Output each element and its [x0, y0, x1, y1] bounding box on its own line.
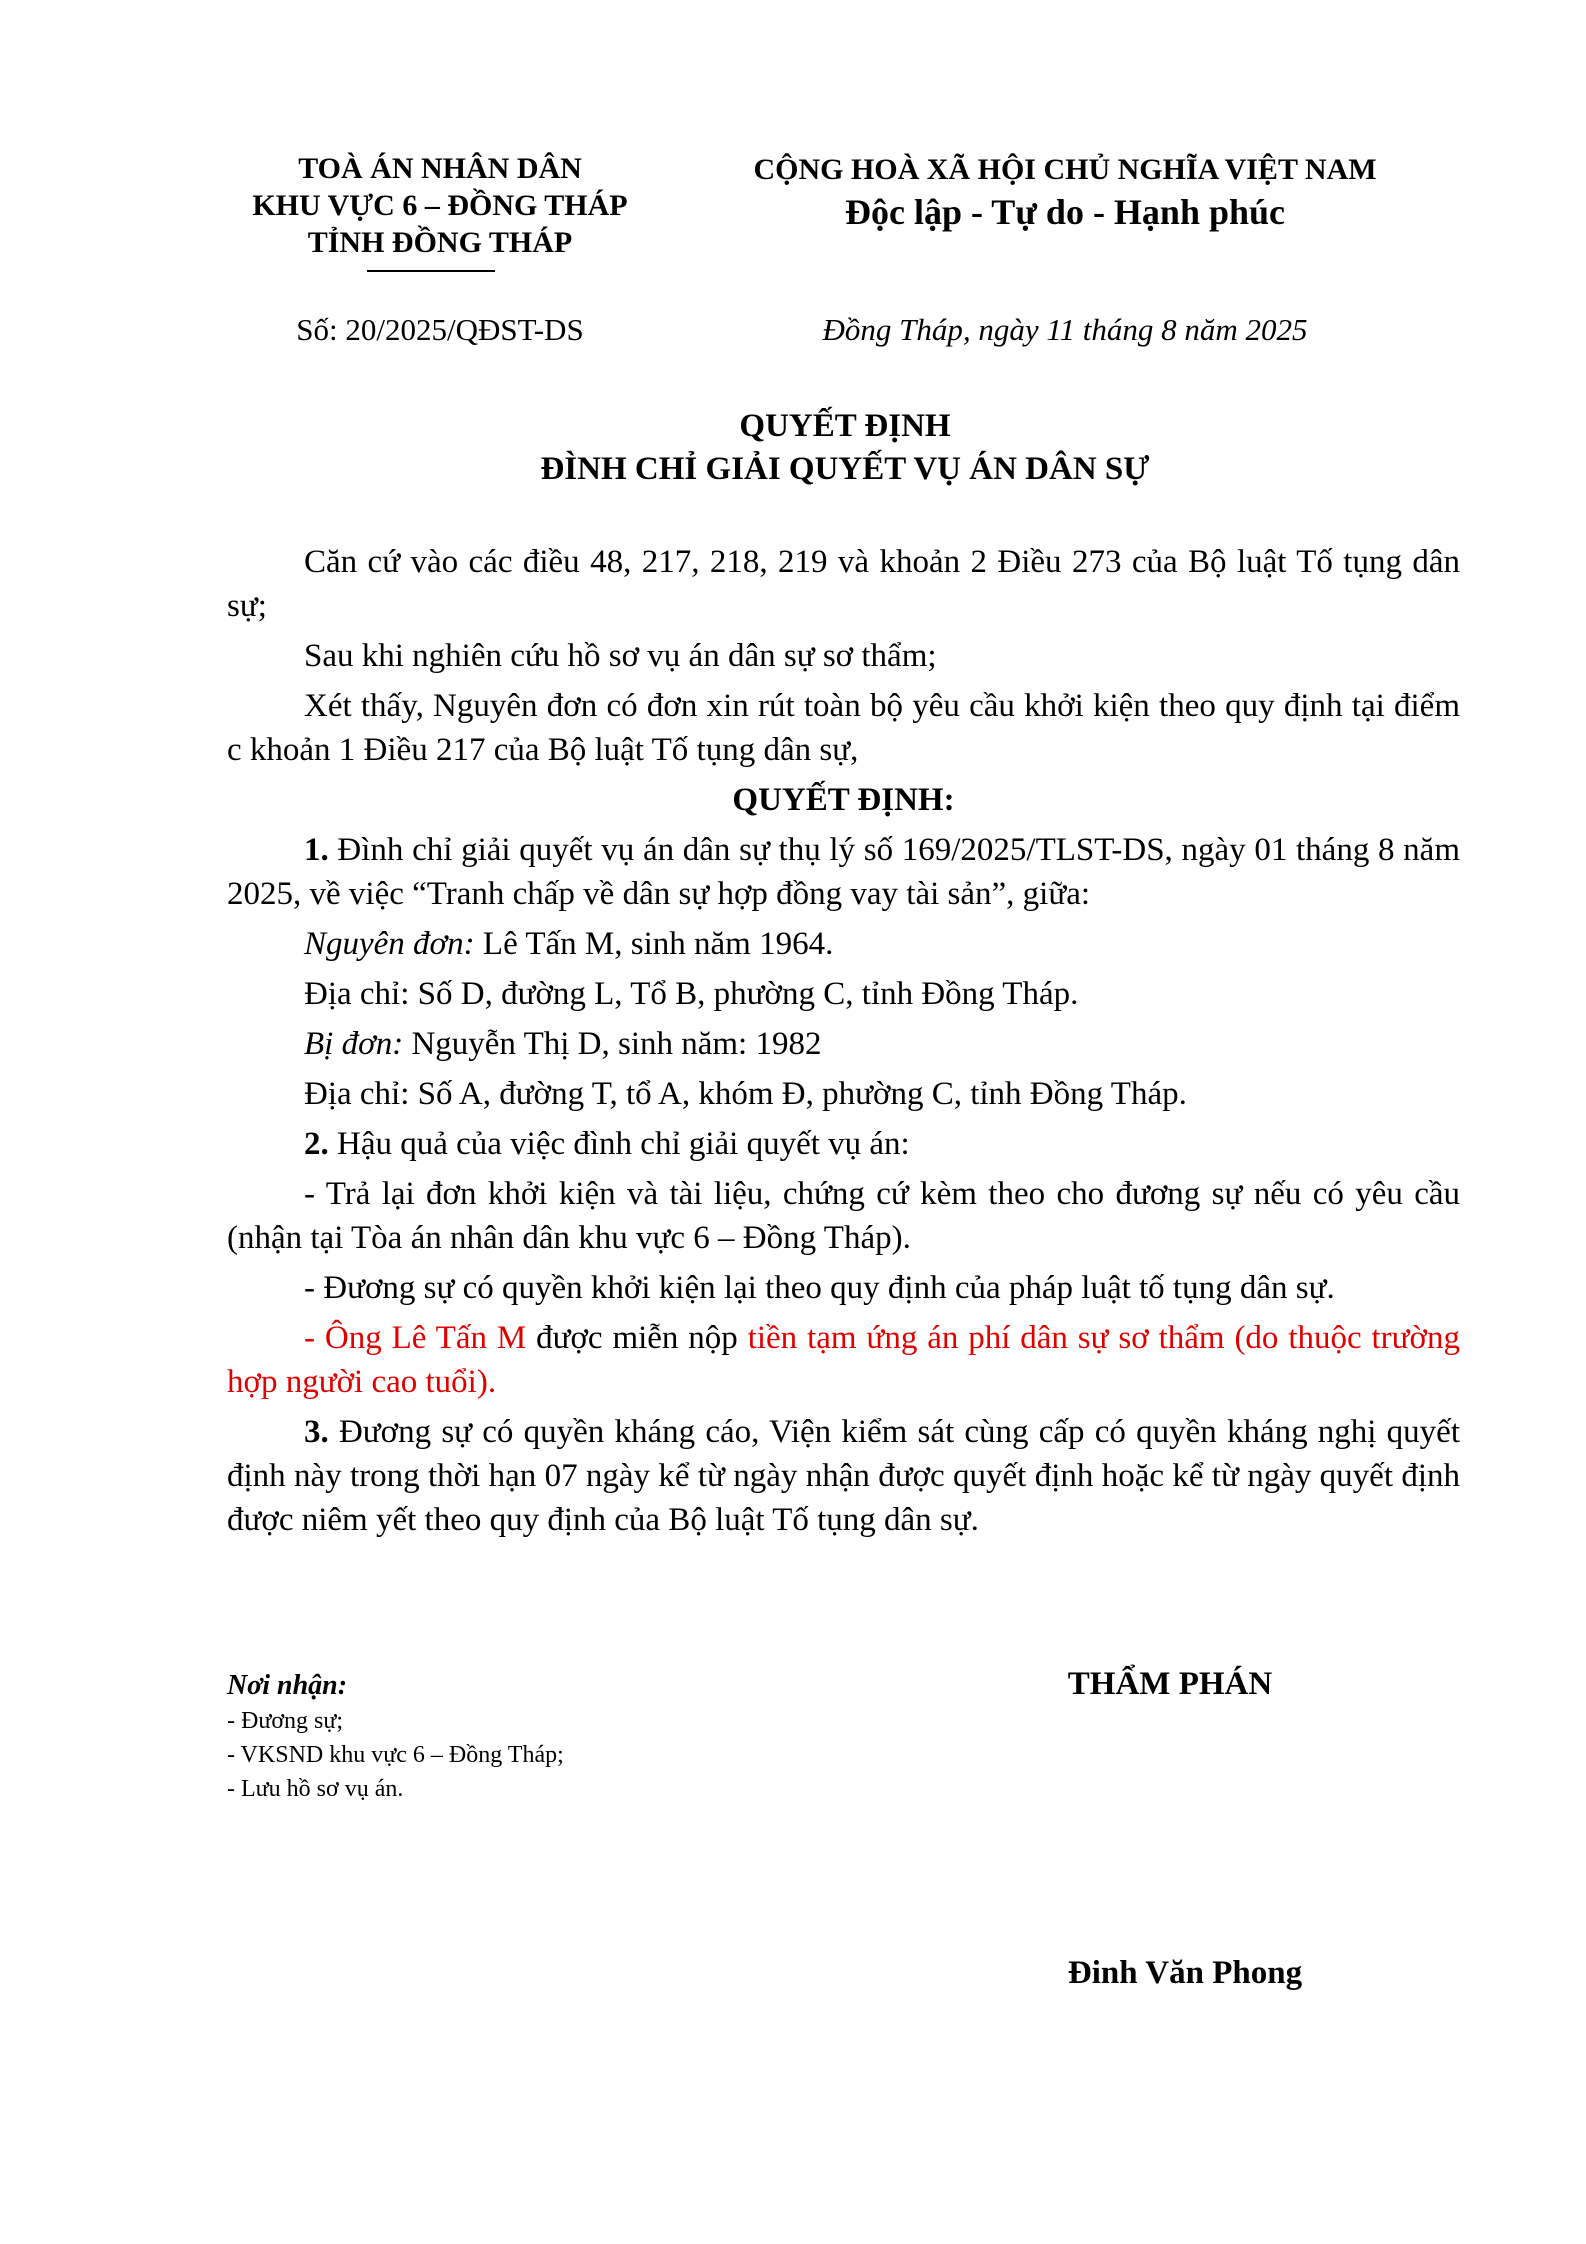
recipients-title: Nơi nhận: — [227, 1670, 348, 1701]
defendant-label: Bị đơn: — [304, 1026, 404, 1062]
preamble-paragraph-2: Sau khi nghiên cứu hồ sơ vụ án dân sự sơ thẩm; — [304, 638, 937, 674]
defendant-line — [227, 1022, 1460, 1066]
court-name-line-2: KHU VỰC 6 – ĐỒNG THÁP — [252, 189, 628, 222]
country-name: CỘNG HOÀ XÃ HỘI CHỦ NGHĨA VIỆT NAM — [753, 153, 1377, 186]
preamble-paragraph-1: Căn cứ vào các điều 48, 217, 218, 219 và khoản 2 Điều 273 của Bộ luật Tố tụng dân sự; — [227, 544, 1460, 624]
consequence-3-red-part-2: tiền tạm ứng án phí dân sự sơ thẩm (do thuộc trường hợp người cao tuổi). — [227, 1320, 1461, 1400]
plaintiff-address: Địa chỉ: Số D, đường L, Tổ B, phường C, tỉnh Đồng Tháp. — [304, 976, 1079, 1012]
consequence-1: - Trả lại đơn khởi kiện và tài liệu, chứng cứ kèm theo cho đương sự nếu có yêu cầu (nhận tại Tòa án nhân dân khu vực 6 – Đồng Tháp). — [227, 1176, 1460, 1256]
plaintiff-line — [227, 922, 1460, 966]
document-number: Số: 20/2025/QĐST-DS — [296, 312, 584, 347]
plaintiff-value: Lê Tấn M, sinh năm 1964. — [474, 926, 834, 962]
date-line: Đồng Tháp, ngày 11 tháng 8 năm 2025 — [822, 312, 1308, 347]
consequence-3-black-part: được miễn nộp — [526, 1320, 748, 1356]
court-name-line-3: TỈNH ĐỒNG THÁP — [307, 226, 573, 259]
recipient-item: - Đương sự; — [227, 1708, 344, 1734]
motto: Độc lập - Tự do - Hạnh phúc — [844, 192, 1286, 232]
item-1 — [227, 828, 1460, 916]
plaintiff-label: Nguyên đơn: — [304, 926, 475, 962]
court-name-line-1: TOÀ ÁN NHÂN DÂN — [298, 152, 582, 185]
item-3-text: Đương sự có quyền kháng cáo, Viện kiểm sát cùng cấp có quyền kháng nghị quyết định này trong thời hạn 07 ngày kể từ ngày nhận được quyết định hoặc kể từ ngày quyết định được niêm yết theo quy định của Bộ luật Tố tụng dân sự. — [227, 1414, 1460, 1538]
consequence-2: - Đương sự có quyền khởi kiện lại theo quy định của pháp luật tố tụng dân sự. — [304, 1270, 1335, 1306]
consequence-3 — [227, 1316, 1460, 1404]
item-1-text: Đình chỉ giải quyết vụ án dân sự thụ lý số 169/2025/TLST-DS, ngày 01 tháng 8 năm 2025, về việc “Tranh chấp về dân sự hợp đồng vay tài sản”, giữa: — [227, 832, 1460, 912]
defendant-address: Địa chỉ: Số A, đường T, tổ A, khóm Đ, phường C, tỉnh Đồng Tháp. — [304, 1076, 1187, 1112]
item-2 — [227, 1122, 1460, 1166]
item-3-number: 3. — [304, 1414, 329, 1450]
title-line-1: QUYẾT ĐỊNH — [739, 408, 951, 444]
document-title — [200, 405, 1490, 491]
recipient-item: - VKSND khu vực 6 – Đồng Tháp; — [227, 1742, 564, 1768]
recipients-block — [227, 1668, 787, 1806]
judge-name: Đinh Văn Phong — [1067, 1955, 1303, 1991]
item-1-number: 1. — [304, 832, 329, 868]
judge-title: THẨM PHÁN — [1067, 1666, 1273, 1702]
national-header — [690, 150, 1440, 234]
item-2-number: 2. — [304, 1126, 329, 1162]
item-2-text: Hậu quả của việc đình chỉ giải quyết vụ án: — [328, 1126, 910, 1162]
header-divider — [367, 270, 495, 272]
recipient-item: - Lưu hồ sơ vụ án. — [227, 1776, 404, 1802]
defendant-value: Nguyễn Thị D, sinh năm: 1982 — [403, 1026, 822, 1062]
item-3 — [227, 1410, 1460, 1542]
document-body — [227, 540, 1460, 1548]
consequence-3-red-part-1: - Ông Lê Tấn M — [304, 1320, 527, 1356]
court-header — [200, 150, 680, 261]
title-line-2: ĐÌNH CHỈ GIẢI QUYẾT VỤ ÁN DÂN SỰ — [540, 451, 1150, 487]
preamble-paragraph-3: Xét thấy, Nguyên đơn có đơn xin rút toàn bộ yêu cầu khởi kiện theo quy định tại điểm c khoản 1 Điều 217 của Bộ luật Tố tụng dân sự, — [227, 688, 1460, 768]
decision-heading: QUYẾT ĐỊNH: — [732, 782, 955, 818]
